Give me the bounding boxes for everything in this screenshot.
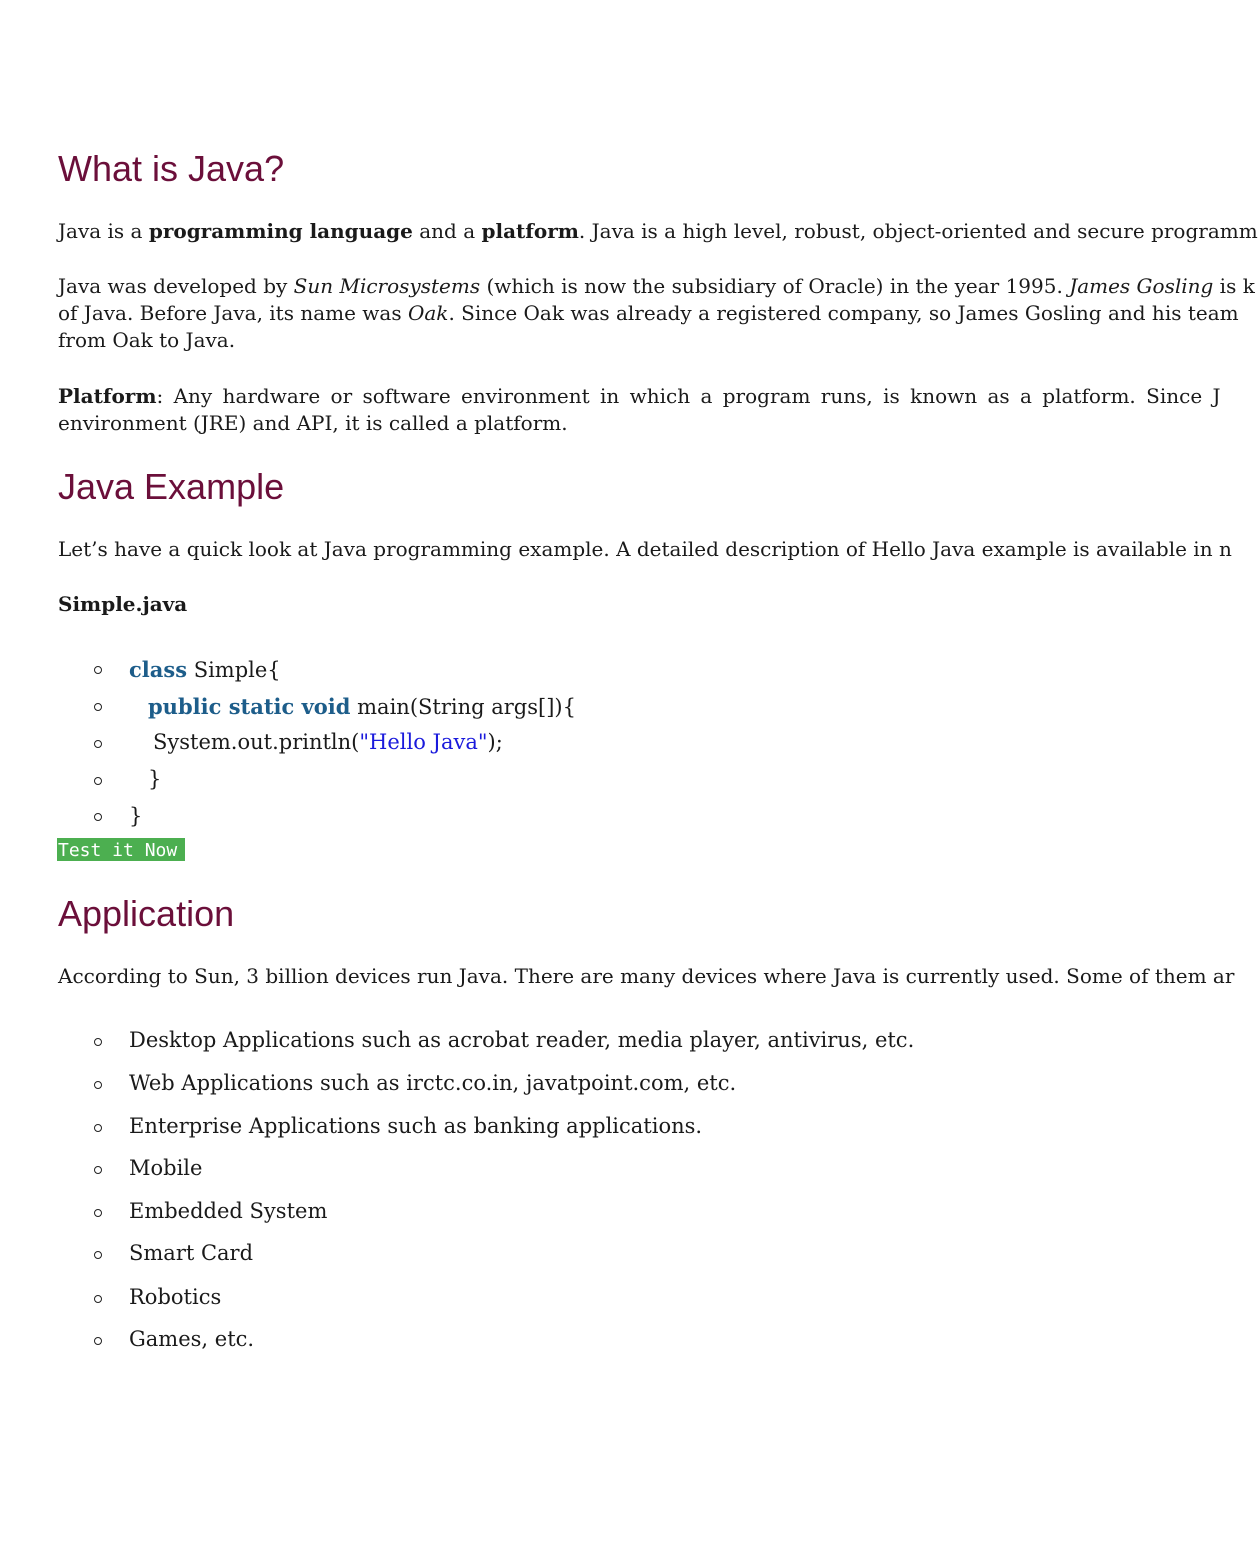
text: );	[487, 730, 503, 754]
bullet-icon	[94, 1337, 104, 1347]
bullet-icon	[94, 777, 104, 787]
bullet-icon	[94, 813, 104, 823]
bullet-icon	[94, 703, 104, 713]
code-line	[153, 729, 503, 756]
history-paragraph-line2	[58, 300, 1239, 327]
bullet-icon	[94, 1251, 104, 1261]
history-paragraph-line3: from Oak to Java.	[58, 328, 236, 352]
italic-text: Sun Microsystems	[293, 274, 481, 298]
text: Java is a	[58, 219, 149, 243]
code-filename	[58, 591, 187, 618]
list-item: Web Applications such as irctc.co.in, javatpoint.com, etc.	[129, 1071, 737, 1095]
code-line	[148, 693, 576, 721]
bullet-icon	[94, 1295, 104, 1305]
platform-paragraph-line2: environment (JRE) and API, it is called a platform.	[58, 411, 568, 435]
text: is k	[1213, 274, 1255, 298]
bold-text: platform	[481, 219, 579, 243]
code-line: }	[148, 767, 162, 791]
heading-application: Application	[58, 893, 235, 934]
bullet-icon	[94, 1209, 104, 1219]
bullet-icon	[94, 1166, 104, 1176]
text: (which is now the subsidiary of Oracle) in the year 1995.	[480, 274, 1070, 298]
heading-what-is-java: What is Java?	[58, 148, 285, 189]
bullet-icon	[94, 740, 104, 750]
text: : Any hardware or software environment in which a program runs, is known as a platform. Since J	[156, 384, 1221, 408]
list-item: Desktop Applications such as acrobat reader, media player, antivirus, etc.	[129, 1028, 915, 1052]
bold-text: Simple.java	[58, 592, 188, 616]
platform-paragraph-line1	[58, 383, 1221, 410]
history-paragraph-line1	[58, 273, 1255, 300]
keyword: public static void	[148, 694, 351, 719]
code-line: }	[129, 804, 143, 828]
bold-text: programming language	[148, 219, 413, 243]
text: Java was developed by	[58, 274, 294, 298]
text: main(String args[]){	[350, 695, 576, 719]
text: Simple{	[187, 658, 281, 682]
string-literal: "Hello Java"	[359, 730, 488, 754]
list-item: Games, etc.	[129, 1327, 255, 1351]
bullet-icon	[94, 1081, 104, 1091]
list-item: Mobile	[129, 1156, 203, 1180]
text: of Java. Before Java, its name was	[58, 301, 408, 325]
list-item: Embedded System	[129, 1199, 328, 1223]
italic-text: James Gosling	[1069, 274, 1214, 298]
list-item: Enterprise Applications such as banking applications.	[129, 1114, 703, 1138]
example-intro: Let’s have a quick look at Java programming example. A detailed description of Hello Java example is available in n	[58, 537, 1232, 561]
application-intro: According to Sun, 3 billion devices run Java. There are many devices where Java is currently used. Some of them ar	[58, 964, 1235, 988]
text: . Java is a high level, robust, object-oriented and secure programm	[578, 219, 1258, 243]
bullet-icon	[94, 666, 104, 676]
heading-java-example: Java Example	[58, 466, 285, 507]
italic-text: Oak	[407, 301, 449, 325]
bold-text: Platform	[58, 384, 157, 408]
code-line	[129, 656, 281, 684]
text: System.out.println(	[153, 730, 360, 754]
intro-paragraph	[58, 218, 1258, 245]
text: and a	[412, 219, 482, 243]
bullet-icon	[94, 1038, 104, 1048]
text: . Since Oak was already a registered company, so James Gosling and his team	[448, 301, 1239, 325]
list-item: Smart Card	[129, 1241, 254, 1265]
bullet-icon	[94, 1124, 104, 1134]
list-item: Robotics	[129, 1285, 222, 1309]
keyword: class	[129, 657, 188, 682]
test-it-now-button[interactable]: Test it Now	[57, 838, 185, 861]
